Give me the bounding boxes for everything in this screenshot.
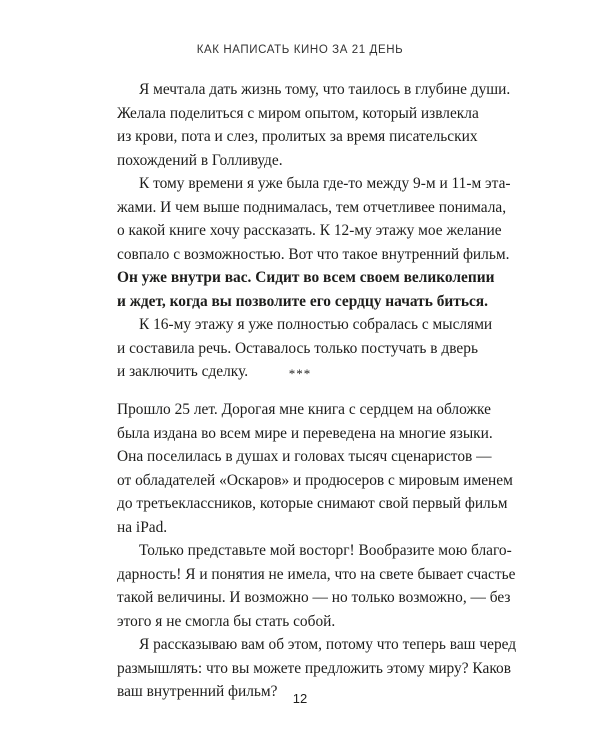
bold-text-line: Он уже внутри вас. Сидит во всем своем великолепии <box>117 269 495 286</box>
text-line: на iPad. <box>117 518 168 536</box>
text-line: из крови, пота и слез, пролитых за время писательских <box>117 128 478 145</box>
text-line: дарность! Я и понятия не имела, что на свете бывает счастье <box>117 565 516 583</box>
paragraph <box>117 398 513 539</box>
text-line: от обладателей «Оскаров» и продюсеров с мировым именем <box>117 471 513 489</box>
text-line: совпало с возможностью. Вот что такое внутренний фильм. <box>117 245 510 263</box>
paragraph <box>117 78 511 172</box>
text-line: похождений в Голливуде. <box>117 151 283 169</box>
paragraph <box>117 539 516 633</box>
running-head: КАК НАПИСАТЬ КИНО ЗА 21 ДЕНЬ <box>196 44 404 56</box>
text-line: размышлять: что вы можете предложить этому миру? Каков <box>117 659 511 677</box>
text-line: К 16-му этажу я уже полностью собралась с мыслями <box>139 316 493 333</box>
text-line: о какой книге хочу рассказать. К 12-му этажу мое желание <box>117 222 502 239</box>
text-line: К тому времени я уже была где-то между 9-м и 11-м эта- <box>139 175 511 192</box>
bold-text-line: и ждет, когда вы позволите его сердцу начать биться. <box>117 292 488 310</box>
text-line: и заключить сделку. <box>117 363 249 380</box>
text-line: Только представьте мой восторг! Вообразите мою благо- <box>139 542 512 559</box>
text-line: и составила речь. Оставалось только постучать в дверь <box>117 339 478 357</box>
text-line: такой величины. И возможно — но только возможно, — без <box>117 589 511 606</box>
text-line: Она поселилась в душах и головах тысяч сценаристов — <box>117 448 492 465</box>
text-block-before-separator <box>117 78 511 384</box>
text-line: Я рассказываю вам об этом, потому что теперь ваш черед <box>139 636 517 653</box>
text-line: жами. И чем выше поднималась, тем отчетливее понимала, <box>117 198 507 216</box>
paragraph <box>117 172 511 313</box>
text-line: Желала поделиться с миром опытом, который извлекла <box>117 104 479 122</box>
text-block-after-separator <box>117 398 517 704</box>
text-line: ваш внутренний фильм? <box>117 683 278 700</box>
text-line: Я мечтала дать жизнь тому, что таилось в глубине души. <box>139 81 511 98</box>
section-separator: *** <box>288 366 312 381</box>
text-line: была издана во всем мире и переведена на многие языки. <box>117 424 493 442</box>
text-line: до третьеклассников, которые снимают свой первый фильм <box>117 495 508 512</box>
page-number: 12 <box>292 691 308 706</box>
text-line: этого я не смогла бы стать собой. <box>117 612 336 630</box>
text-line: Прошло 25 лет. Дорогая мне книга с сердцем на обложке <box>117 401 491 418</box>
